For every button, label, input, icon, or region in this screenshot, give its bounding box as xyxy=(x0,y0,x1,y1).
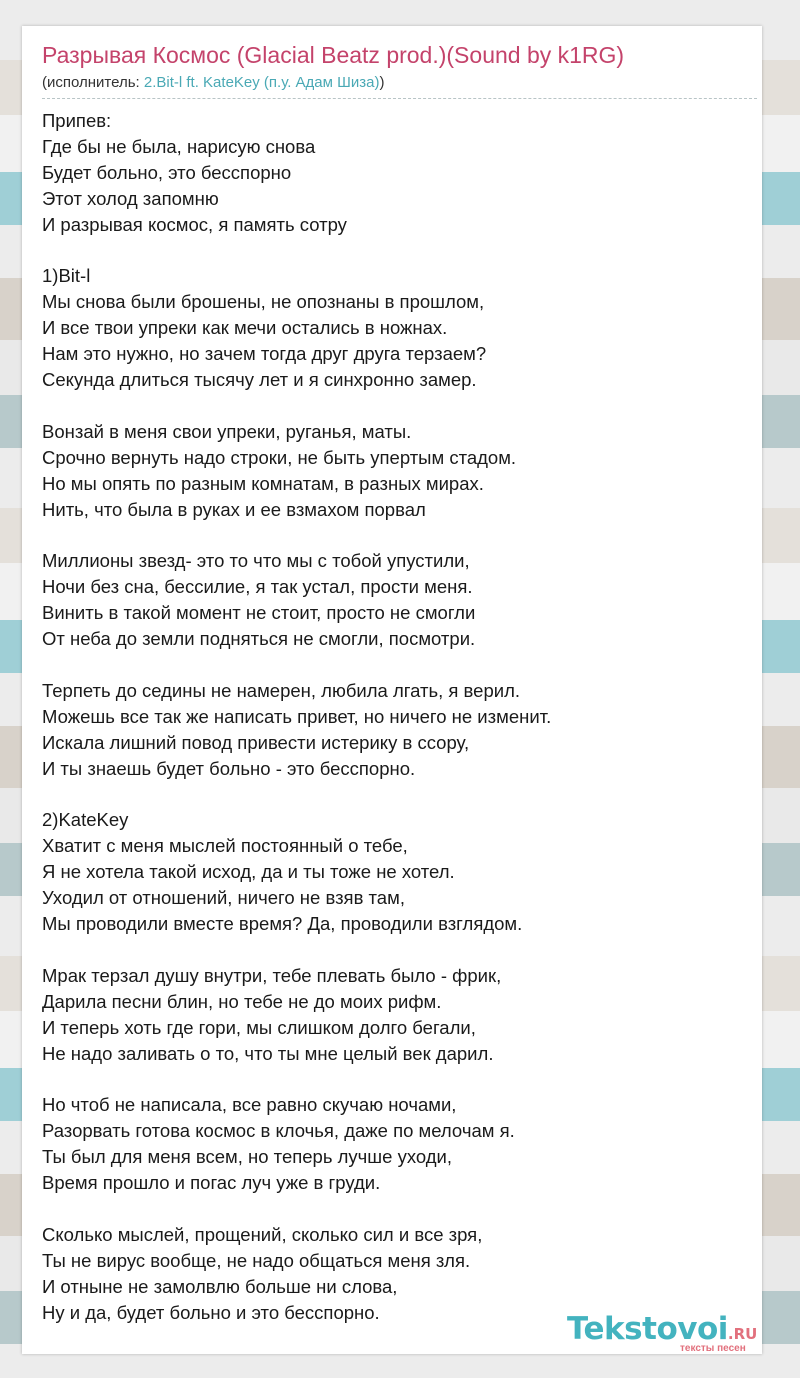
artist-link[interactable]: 2.Bit-l ft. KateKey (п.у. Адам Шиза) xyxy=(143,74,380,91)
artist-line xyxy=(42,74,384,91)
title-separator xyxy=(42,98,757,99)
artist-suffix: ) xyxy=(379,74,385,91)
lyrics-text: Припев: Где бы не была, нарисую снова Будет больно, это бесспорно Этот холод запомню И разрывая космос, я память сотру 1)Bit-l Мы снова были брошены, не опознаны в прошлом, И все твои упреки как мечи остались в ножнах. Нам это нужно, но зачем тогда друг друга терзаем? Секунда длиться тысячу лет и я синхронно замер. Вонзай в меня свои упреки, ругань​я, маты. Срочно вернуть надо строки, не быть упертым стадом. Но мы опять по разным комнатам, в разных мирах. Нить, что была в руках и ее взмахом порвал Миллионы звезд- это то что мы с тобой упустили, Ночи без сна, бессилие, я так устал, прости меня. Винить в такой момент не стоит, просто не смогли От неба до земли подняться не смогли, посмотри. Терпеть до седины не намерен, любила лгать, я верил. Можешь все так же написать привет, но ничего не изменит. Искала лишний повод привести истерику в ссору, И ты знаешь будет больно - это бесспорно. 2)KateKey Хватит с меня мыслей постоянный о тебе, Я не хотела такой исход, да и ты тоже не хотел. Уходил от отношений, ничего не взяв там, Мы проводили вместе время? Да, проводили взглядом. Мрак терзал душу внутри, тебе плевать было - фрик, Дарила песни блин, но тебе не до моих рифм. И теперь хоть где гори, мы слишком долго бегали, Не надо заливать о то, что ты мне целый век дарил. Но чтоб не написала, все равно скучаю ночами, Разорвать готова космос в клочья, даже по мелочам я. Ты был для меня всем, но теперь лучше уходи, Время прошло и погас луч уже в груди. Сколько мыслей, прощений, сколько сил и все зря, Ты не вирус вообще, не надо общаться меня зля. И отныне не замолвлю больше ни слова, Ну и да, будет больно и это бесспорно. xyxy=(42,110,552,1323)
lyrics-card xyxy=(22,26,762,1354)
logo-domain: .RU xyxy=(727,1325,758,1343)
site-logo[interactable] xyxy=(567,1311,777,1353)
song-title: Разрывая Космос (Glacial Beatz prod.)(Sound by k1RG) xyxy=(42,42,625,68)
logo-wordmark xyxy=(567,1311,757,1347)
artist-prefix: (исполнитель: xyxy=(42,74,144,91)
logo-name: Tekstovoi xyxy=(567,1311,728,1347)
logo-tagline: тексты песен xyxy=(680,1343,746,1354)
